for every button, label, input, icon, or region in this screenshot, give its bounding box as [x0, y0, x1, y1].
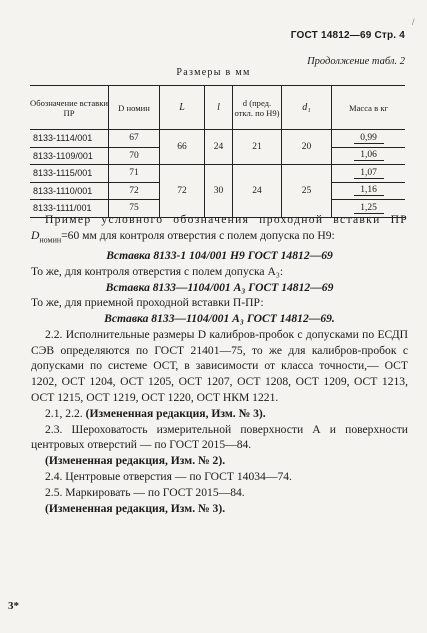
- cell-d1: 20: [282, 130, 332, 165]
- cell-dnom: 75: [109, 200, 160, 218]
- amendment-note-3: (Измененная редакция, Изм. № 3).: [45, 501, 226, 515]
- table-row: [30, 165, 405, 183]
- cell-mass: 1,07: [332, 165, 406, 183]
- cell-L: 72: [160, 165, 205, 218]
- example-intro: Пример условного обозначения проходной вставки ПР $D_{номин}=60$ мм для контроля отверстия с полем допуска по Н9:: [31, 213, 408, 245]
- cell-dnom: 71: [109, 165, 160, 183]
- cell-mass: 0,99: [332, 130, 406, 148]
- cell-mass: 1,25: [332, 200, 406, 218]
- paragraph-2-2: 2.2. Исполнительные размеры D калибров-пробок с допусками по ЕСДП СЭВ определяются по ГОСТ 21401—75, то же для калибров-пробок с допусками по системе ОСТ, в зависимости от класса точности,— ОСТ 1202, ОСТ 1204, ОСТ 1205, ОСТ 1207, ОСТ 1208, ОСТ 1209, ОСТ 1213, ОСТ 1215, ОСТ 1219, ОСТ 1220, ОСТ НКМ 1221.: [31, 327, 408, 405]
- example-line-3: То же, для приемной проходной вставки П-ПР:: [31, 296, 264, 310]
- table-header-row: [30, 86, 405, 130]
- example-designation-2: Вставка 8133—1104/001 A₃ ГОСТ 14812—69: [105, 280, 334, 294]
- cell-designation: 8133-1114/001: [30, 130, 109, 148]
- cell-designation: 8133-1111/001: [30, 200, 109, 218]
- continuation-note: Продолжение табл. 2: [307, 56, 405, 67]
- col-designation: Обозначение вставки ПР: [30, 86, 109, 130]
- cell-d: 24: [233, 165, 282, 218]
- col-l: l: [205, 86, 233, 130]
- cell-mass: 1,16: [332, 182, 406, 200]
- example-designation-1: Вставка 8133-1 104/001 Н9 ГОСТ 14812—69: [106, 248, 333, 262]
- amendment-note-2: (Измененная редакция, Изм. № 2).: [45, 454, 226, 468]
- table-row: [30, 130, 405, 148]
- col-d: d (пред. откл. по Н9): [233, 86, 282, 130]
- cell-l: 30: [205, 165, 233, 218]
- cell-d: 21: [233, 130, 282, 165]
- cell-designation: 8133-1110/001: [30, 182, 109, 200]
- page-header: ГОСТ 14812—69 Стр. 4: [290, 30, 405, 41]
- cell-dnom: 70: [109, 147, 160, 165]
- cell-l: 24: [205, 130, 233, 165]
- table-title: Размеры в мм: [176, 67, 251, 78]
- cell-dnom: 72: [109, 182, 160, 200]
- cell-mass: 1,06: [332, 147, 406, 165]
- col-L: L: [160, 86, 205, 130]
- cell-designation: 8133-1115/001: [30, 165, 109, 183]
- col-dnom: D номин: [109, 86, 160, 130]
- example-line-2: То же, для контроля отверстия с полем допуска A₃:: [31, 264, 284, 278]
- col-d1: d₁: [282, 86, 332, 130]
- dimensions-table: [30, 85, 405, 218]
- example-designation-3: Вставка 8133—1104/001 A₃ ГОСТ 14812—69.: [104, 312, 335, 326]
- paragraph-2-5: 2.5. Маркировать — по ГОСТ 2015—84.: [45, 485, 245, 499]
- paragraph-2-3: 2.3. Шероховатость измерительной поверхности А и поверхности центровых отверстий — по ГОСТ 2015—84.: [31, 422, 408, 452]
- cell-d1: 25: [282, 165, 332, 218]
- cell-designation: 8133-1109/001: [30, 147, 109, 165]
- cell-dnom: 67: [109, 130, 160, 148]
- cell-L: 66: [160, 130, 205, 165]
- corner-mark: /: [412, 17, 415, 27]
- paragraph-2-1-amend: 2.1, 2.2. (Измененная редакция, Изм. № 3).: [45, 406, 266, 420]
- body-text: [31, 212, 408, 516]
- page-mark: 3*: [8, 600, 19, 612]
- paragraph-2-4: 2.4. Центровые отверстия — по ГОСТ 14034—74.: [45, 470, 292, 484]
- col-mass: Масса в кг: [332, 86, 406, 130]
